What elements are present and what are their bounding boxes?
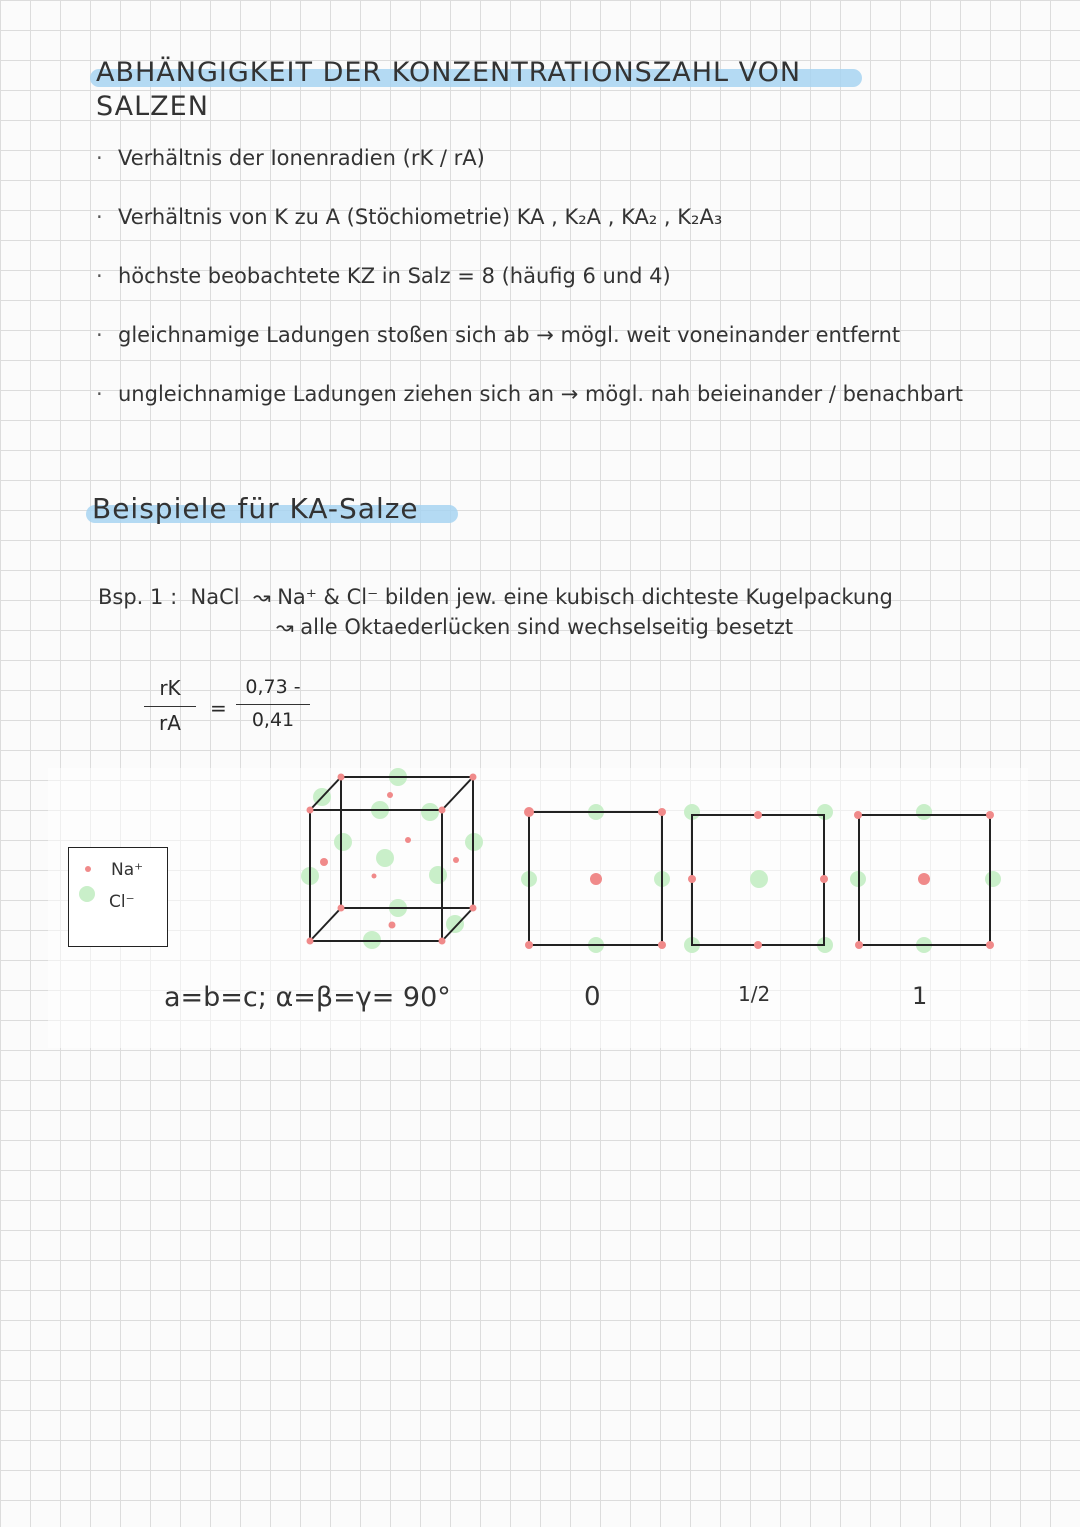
layer-label-1: 1 xyxy=(912,982,928,1010)
legend-anion-label: Cl⁻ xyxy=(109,892,135,912)
cell-condition: a=b=c; α=β=γ= 90° xyxy=(164,982,451,1013)
example-line-2: ↝ alle Oktaederlücken sind wechselseitig besetzt xyxy=(276,615,794,639)
cation-marker xyxy=(85,866,91,872)
bullet-1: · Verhältnis der Ionenradien (rK / rA) xyxy=(96,146,485,170)
ratio-equals: = xyxy=(210,696,227,720)
legend-box xyxy=(68,847,168,947)
legend-cation-label: Na⁺ xyxy=(111,860,144,880)
bullet-4: · gleichnamige Ladungen stoßen sich ab → mögl. weit voneinander entfernt xyxy=(96,323,901,347)
layer-label-half: 1/2 xyxy=(738,982,771,1006)
heading-2: Beispiele für KA-Salze xyxy=(86,492,458,526)
layer-label-0: 0 xyxy=(584,982,601,1012)
ratio-fraction-right: 0,73 - 0,41 xyxy=(236,676,310,731)
bullet-3: · höchste beobachtete KZ in Salz = 8 (häufig 6 und 4) xyxy=(96,264,671,288)
heading-1: ABHÄNGIGKEIT DER KONZENTRATIONSZAHL VON SALZEN xyxy=(90,56,862,124)
anion-marker xyxy=(79,886,95,902)
bullet-5: · ungleichnamige Ladungen ziehen sich an → mögl. nah beieinander / benachbart xyxy=(96,382,963,406)
example-line-1: Bsp. 1 : NaCl ↝ Na⁺ & Cl⁻ bilden jew. eine kubisch dichteste Kugelpackung xyxy=(98,585,893,609)
ratio-fraction-left: rK rA xyxy=(144,676,196,735)
bullet-2: · Verhältnis von K zu A (Stöchiometrie) KA , K₂A , KA₂ , K₂A₃ xyxy=(96,205,723,229)
